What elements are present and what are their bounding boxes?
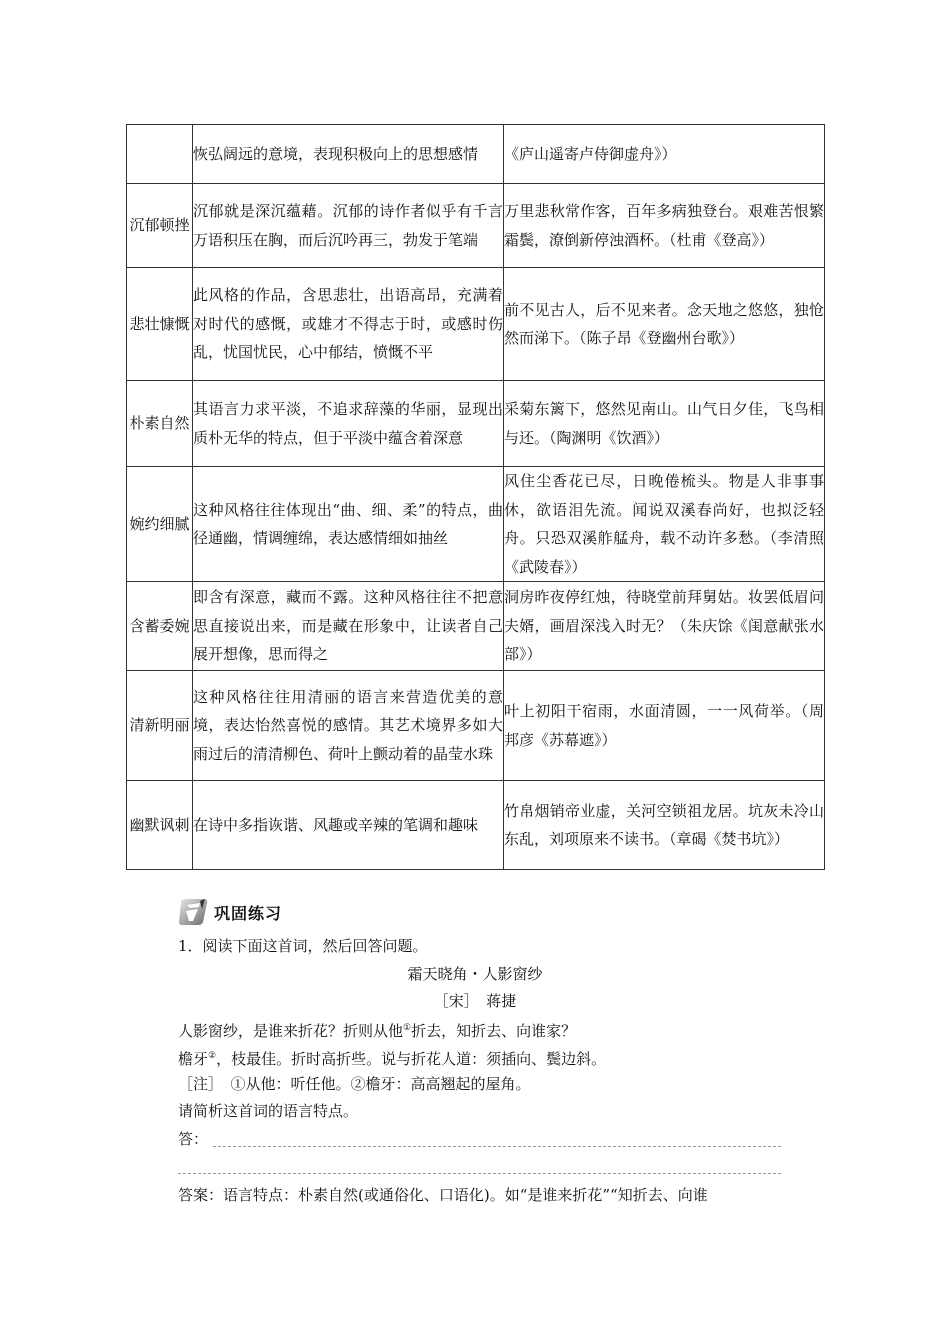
footnote-mark: ② (208, 1051, 217, 1061)
style-name-cell: 幽默讽刺 (127, 781, 193, 870)
style-name-cell: 含蓄委婉 (127, 582, 193, 671)
style-example-cell: 叶上初阳干宿雨，水面清圆，一一风荷举。（周邦彦《苏幕遮》） (504, 671, 825, 781)
style-desc-cell: 其语言力求平淡，不追求辞藻的华丽，显现出质朴无华的特点，但于平淡中蕴含着深意 (193, 381, 504, 467)
table-row (127, 125, 825, 184)
style-example-cell: 《庐山遥寄卢侍御虚舟》） (504, 125, 825, 184)
answer-blank-line (213, 1146, 781, 1147)
style-name-cell: 悲壮慷慨 (127, 268, 193, 381)
poem-line-1: 人影窗纱，是谁来折花？折则从他①折去，知折去、向谁家？ (178, 1022, 577, 1040)
section-header (178, 896, 282, 928)
footnote-text: ［注］ ①从他：听任他。②檐牙：高高翘起的屋角。 (178, 1075, 531, 1093)
poetry-style-table (126, 124, 825, 870)
table-row (127, 184, 825, 268)
prompt-text: 请简析这首词的语言特点。 (178, 1102, 359, 1120)
pen-badge-icon (178, 897, 210, 927)
style-name-cell: 清新明丽 (127, 671, 193, 781)
style-desc-cell: 这种风格往往体现出“曲、细、柔”的特点，曲径通幽，情调缠绵，表达感情细如抽丝 (193, 467, 504, 582)
table-row (127, 268, 825, 381)
style-desc-cell: 这种风格往往用清丽的语言来营造优美的意境，表达怡然喜悦的感情。其艺术境界多如大雨过后的清清柳色、荷叶上颤动着的晶莹水珠 (193, 671, 504, 781)
poem-line-2: 檐牙②，枝最佳。折时高折些。说与折花人道：须插向、鬓边斜。 (178, 1050, 607, 1068)
table-row (127, 381, 825, 467)
style-desc-cell: 恢弘阔远的意境，表现积极向上的思想感情 (193, 125, 504, 184)
answer-blank-line (178, 1173, 781, 1174)
answer-label: 答： (178, 1130, 209, 1148)
style-example-cell: 前不见古人，后不见来者。念天地之悠悠，独怆然而涕下。（陈子昂《登幽州台歌》） (504, 268, 825, 381)
style-name-cell: 朴素自然 (127, 381, 193, 467)
question-text: 1．阅读下面这首词，然后回答问题。 (178, 937, 428, 955)
style-name-cell (127, 125, 193, 184)
style-desc-cell: 在诗中多指诙谐、风趣或辛辣的笔调和趣味 (193, 781, 504, 870)
style-example-cell: 采菊东篱下，悠然见南山。山气日夕佳，飞鸟相与还。（陶渊明《饮酒》） (504, 381, 825, 467)
footnote-mark: ① (403, 1023, 412, 1033)
table-row (127, 467, 825, 582)
section-title: 巩固练习 (214, 903, 283, 923)
style-name-cell: 婉约细腻 (127, 467, 193, 582)
style-example-cell: 万里悲秋常作客，百年多病独登台。艰难苦恨繁霜鬓，潦倒新停浊酒杯。（杜甫《登高》） (504, 184, 825, 268)
poem-title: 霜天晓角・人影窗纱 (407, 965, 543, 983)
style-desc-cell: 即含有深意，藏而不露。这种风格往往不把意思直接说出来，而是藏在形象中，让读者自己展开想像，思而得之 (193, 582, 504, 671)
table-row (127, 781, 825, 870)
poem-author: ［宋］ 蒋捷 (433, 992, 517, 1010)
answer-text: 答案：语言特点：朴素自然(或通俗化、口语化)。如“是谁来折花”“知折去、向谁 (178, 1186, 708, 1204)
style-example-cell: 洞房昨夜停红烛，待晓堂前拜舅姑。妆罢低眉问夫婿，画眉深浅入时无？（朱庆馀《闺意献张水部》） (504, 582, 825, 671)
style-name-cell: 沉郁顿挫 (127, 184, 193, 268)
style-example-cell: 风住尘香花已尽，日晚倦梳头。物是人非事事休，欲语泪先流。闻说双溪春尚好，也拟泛轻舟。只恐双溪舴艋舟，载不动许多愁。（李清照《武陵春》） (504, 467, 825, 582)
style-desc-cell: 此风格的作品，含思悲壮，出语高昂，充满着对时代的感慨，或雄才不得志于时，或感时伤乱，忧国忧民，心中郁结，愤慨不平 (193, 268, 504, 381)
table-row (127, 671, 825, 781)
style-desc-cell: 沉郁就是深沉蕴藉。沉郁的诗作者似乎有千言万语积压在胸，而后沉吟再三，勃发于笔端 (193, 184, 504, 268)
style-example-cell: 竹帛烟销帝业虚，关河空锁祖龙居。坑灰未冷山东乱，刘项原来不读书。（章碣《焚书坑》） (504, 781, 825, 870)
table-row (127, 582, 825, 671)
